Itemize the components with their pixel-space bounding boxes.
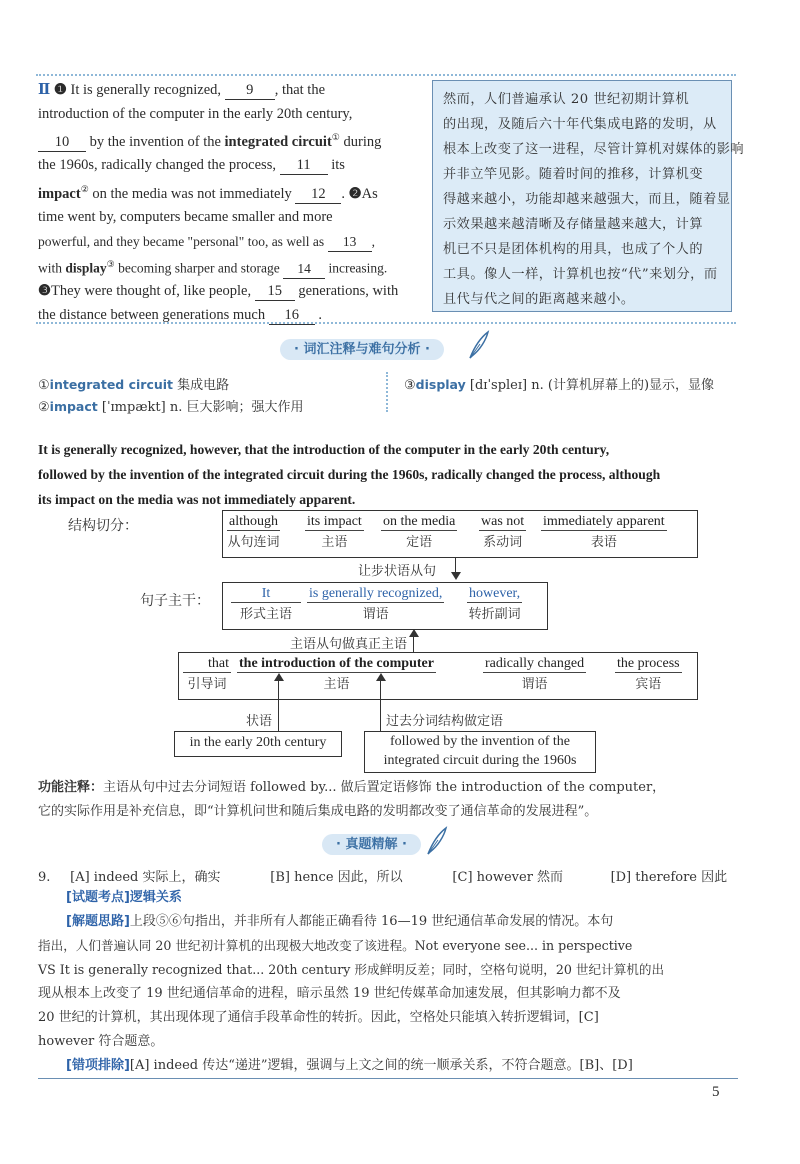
arrow-adverbial-head xyxy=(274,673,284,681)
r1-c1: although 从句连词 xyxy=(227,514,280,550)
r3-c2: the introduction of the computer 主语 xyxy=(239,656,434,692)
vocab-section-header xyxy=(280,338,444,358)
translation-line: 且代与代之间的距离越来越小。 xyxy=(443,292,635,307)
answer-explanation-cont: 指出，人们普遍认同 20 世纪初计算机的出现极大地改变了该进程。Not everyone see... in perspective VS It is generally recognized that... 20th century 形成鲜明反差；同时，空格句说明，20 世纪计算机的出 现从根本上改变了 19 世纪通信革命的进程，暗示虽然 19 世纪传媒革命加速发展，但其影响力都不及 20 世纪的计算机，其出现体现了通信手段革命性的转折。因此，空格处只能填入转折逻辑词，[C] however 符合题意。 xyxy=(38,938,665,1049)
clause-row-concessive xyxy=(222,510,698,558)
bottom-rule xyxy=(38,1078,738,1079)
label-adverbial: 状语 xyxy=(246,714,273,729)
label-subject-clause: 主语从句做真正主语 xyxy=(290,637,408,652)
translation-line: 机已不只是团体机构的用具，也成了个人的 xyxy=(443,242,704,257)
vocab-section-title: · 词汇注释与难句分析 · xyxy=(280,339,444,360)
sentence-marker-2: ❷ xyxy=(348,185,362,202)
r3-c4: the process 宾语 xyxy=(617,656,680,692)
top-divider xyxy=(36,74,736,76)
answer-section-title: · 真题精解 · xyxy=(322,834,421,855)
translation-line: 根本上改变了这一进程，尽管计算机对媒体的影响 xyxy=(443,142,745,157)
feather-pen-icon xyxy=(468,330,490,360)
arrow-concessive-line xyxy=(455,557,456,573)
passage-line-9: ❸They were thought of, like people, 15 generations, with xyxy=(38,283,399,300)
option-b[interactable]: [B] hence 因此，所以 xyxy=(270,870,403,885)
translation-line: 的出现，及随后六十年代集成电路的发明，从 xyxy=(443,117,717,132)
blank-9[interactable]: 9 xyxy=(225,81,275,100)
vocab-entry-2: ②impact [ˈɪmpækt] n. 巨大影响；强大作用 xyxy=(38,399,304,415)
clause-row-subject xyxy=(178,652,698,700)
passage-line-8: with display③ becoming sharper and storage 14 increasing. xyxy=(38,253,420,280)
translation-box xyxy=(432,80,745,312)
passage-divider xyxy=(36,322,736,324)
passage-line-10: the distance between generations much 16 . xyxy=(38,306,322,323)
vocab-entry-3: ③display [dɪˈspleɪ] n. (计算机屏幕上的)显示，显像 xyxy=(404,377,715,393)
r3-c1: that 引导词 xyxy=(183,656,231,692)
passage-line-3: 10 by the invention of the integrated circuit① during xyxy=(38,126,420,154)
translation-line: 示效果越来越清晰及存储量越来越大，计算 xyxy=(443,217,704,232)
sentence-marker-1: ❶ xyxy=(53,82,67,98)
function-note: 功能注释：主语从句中过去分词短语 followed by... 做后置定语修饰 the introduction of the computer， 它的实际作用是补充信息，即“计算机问世和随后集成电路的发明都改变了通信革命的发展进程”。 xyxy=(38,780,666,819)
r2-c2: is generally recognized, 谓语 xyxy=(309,586,443,622)
clause-row-main xyxy=(222,582,548,630)
page-number: 5 xyxy=(712,1084,720,1100)
answer-section-header xyxy=(322,833,421,853)
r1-c4: was not 系动词 xyxy=(481,514,525,550)
passage-english xyxy=(38,79,420,327)
feather-pen-icon-2 xyxy=(426,826,448,856)
sentence-marker-3: ❸ xyxy=(38,283,51,300)
option-a[interactable]: [A] indeed 实际上，确实 xyxy=(70,870,221,885)
arrow-subject-line xyxy=(413,636,414,652)
blank-16[interactable]: 16 xyxy=(269,306,315,325)
passage-line-7: powerful, and they became "personal" too, as well as 13 , xyxy=(38,230,420,254)
arrow-adverbial-line xyxy=(278,680,279,732)
vocab-separator xyxy=(386,372,388,412)
translation-lines xyxy=(443,87,745,312)
blank-11[interactable]: 11 xyxy=(280,156,328,175)
box-adverbial: in the early 20th century xyxy=(174,731,342,757)
r2-c3: however, 转折副词 xyxy=(468,586,521,622)
answer-explanation: [试题考点]逻辑关系 [解题思路]上段⑤⑥句指出，并非所有人都能正确看待 16—19 世纪通信革命发展的情况。本句 xyxy=(66,890,614,929)
arrow-participle-head xyxy=(376,673,386,681)
r2-c1: It 形式主语 xyxy=(231,586,301,622)
blank-12[interactable]: 12 xyxy=(295,185,341,204)
translation-line: 并非立竿见影。随着时间的推移，计算机变 xyxy=(443,167,704,182)
option-d[interactable]: [D] therefore 因此 xyxy=(610,870,728,885)
passage-line-1: Ⅱ ❶ It is generally recognized, 9 , that the xyxy=(38,82,326,98)
passage-line-4: the 1960s, radically changed the process, 11 its xyxy=(38,157,345,174)
translation-line: 然而，人们普遍承认 20 世纪初期计算机 xyxy=(443,92,690,107)
translation-line: 工具。像人一样，计算机也按“代”来划分，而 xyxy=(443,267,718,282)
blank-10[interactable]: 10 xyxy=(38,133,86,152)
r3-c3: radically changed 谓语 xyxy=(485,656,585,692)
r1-c2: its impact 主语 xyxy=(307,514,362,550)
passage-line-2: introduction of the computer in the early 20th century, xyxy=(38,105,353,122)
arrow-concessive-head xyxy=(451,572,461,580)
analyzed-sentence: It is generally recognized, however, that the introduction of the computer in the early 20th century, followed by the invention of the integrated circuit during the 1960s, radically changed the process, although its impact on the media was not immediately apparent. xyxy=(38,442,661,507)
label-participle: 过去分词结构做定语 xyxy=(386,714,504,729)
main-clause-label: 句子主干： xyxy=(140,593,210,609)
box-participle: followed by the invention of the integrated circuit during the 1960s xyxy=(364,731,596,773)
term-display: display xyxy=(65,260,107,276)
passage-line-5: impact② on the media was not immediately 12 . ❷As xyxy=(38,183,378,202)
blank-13[interactable]: 13 xyxy=(328,233,372,252)
elimination-note: [错项排除][A] indeed 传达“递进”逻辑，强调与上文之间的统一顺承关系，不符合题意。[B]、[D] xyxy=(66,1058,633,1073)
vocab-entry-1: ①integrated circuit 集成电路 xyxy=(38,377,230,393)
option-c[interactable]: [C] however 然而 xyxy=(452,870,564,885)
label-concessive: 让步状语从句 xyxy=(358,564,437,579)
arrow-participle-line xyxy=(380,680,381,732)
section-label: Ⅱ xyxy=(38,82,51,98)
arrow-subject-head xyxy=(409,629,419,637)
r1-c3: on the media 定语 xyxy=(383,514,456,550)
term-impact: impact xyxy=(38,185,81,202)
translation-line: 得越来越小，功能却越来越强大，而且，随着显 xyxy=(443,192,731,207)
structure-label: 结构切分： xyxy=(68,518,138,534)
blank-15[interactable]: 15 xyxy=(255,282,295,301)
passage-line-6: time went by, computers became smaller and more xyxy=(38,209,333,226)
r1-c5: immediately apparent 表语 xyxy=(543,514,665,550)
term-integrated-circuit: integrated circuit xyxy=(224,133,332,150)
blank-14[interactable]: 14 xyxy=(283,260,325,279)
question-9-options: 9. [A] indeed 实际上，确实 [B] hence 因此，所以 [C] however 然而 [D] therefore 因此 xyxy=(38,866,748,885)
